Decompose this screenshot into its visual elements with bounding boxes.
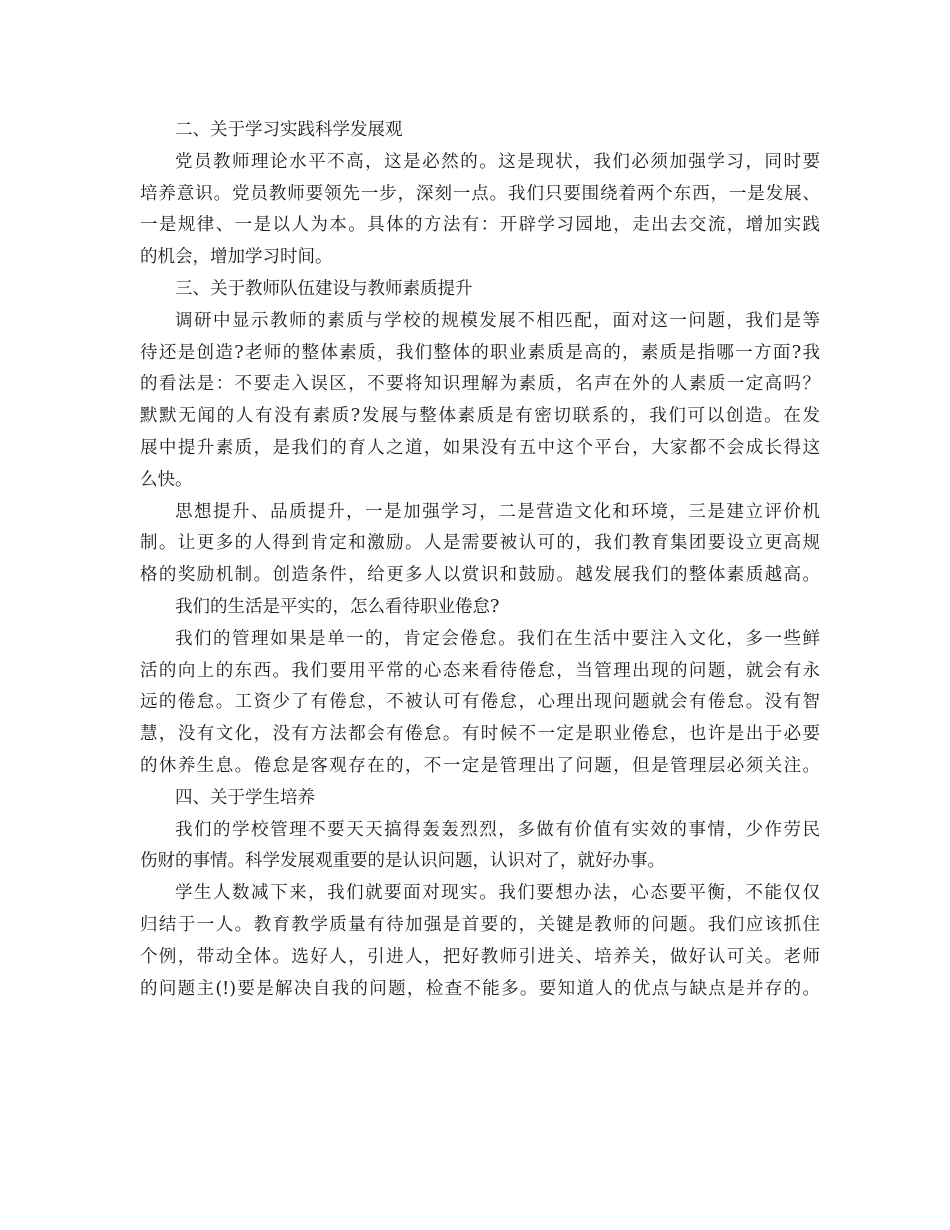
- text-line: 的机会，增加学习时间。: [140, 247, 333, 268]
- text-line: 一是规律、一是以人为本。具体的方法有：开辟学习园地，走出去交流，增加实践: [140, 215, 820, 236]
- text-line: 二、关于学习实践科学发展观: [175, 120, 403, 140]
- text-line: 四、关于学生培养: [175, 787, 315, 808]
- text-line: 格的奖励机制。创造条件，给更多人以赏识和鼓励。越发展我们的整体素质越高。: [140, 565, 820, 586]
- text-line: 么快。: [140, 469, 193, 490]
- text-line: 的休养生息。倦怠是客观存在的，不一定是管理出了问题，但是管理层必须关注。: [140, 755, 820, 776]
- text-line: 我们的管理如果是单一的，肯定会倦怠。我们在生活中要注入文化，多一些鲜: [175, 628, 820, 649]
- text-line: 思想提升、品质提升，一是加强学习，二是营造文化和环境，三是建立评价机: [175, 501, 820, 522]
- text-line: 归结于一人。教育教学质量有待加强是首要的，关键是教师的问题。我们应该抓住: [140, 914, 820, 935]
- text-line: 活的向上的东西。我们要用平常的心态来看待倦怠，当管理出现的问题，就会有永: [140, 660, 820, 681]
- text-line: 的问题主(!)要是解决自我的问题，检查不能多。要知道人的优点与缺点是并存的。: [140, 978, 820, 999]
- text-line: 我们的生活是平实的，怎么看待职业倦怠?: [175, 596, 500, 617]
- text-line: 培养意识。党员教师要领先一步，深刻一点。我们只要围绕着两个东西，一是发展、: [140, 183, 820, 204]
- text-line: 制。让更多的人得到肯定和激励。人是需要被认可的，我们教育集团要设立更高规: [140, 533, 820, 554]
- text-line: 慧，没有文化，没有方法都会有倦怠。有时候不一定是职业倦怠，也许是出于必要: [140, 724, 820, 745]
- text-line: 我们的学校管理不要天天搞得轰轰烈烈，多做有价值有实效的事情，少作劳民: [175, 819, 820, 840]
- text-line: 默默无闻的人有没有素质?发展与整体素质是有密切联系的，我们可以创造。在发: [140, 406, 820, 427]
- text-line: 党员教师理论水平不高，这是必然的。这是现状，我们必须加强学习，同时要: [175, 151, 820, 172]
- text-line: 待还是创造?老师的整体素质，我们整体的职业素质是高的，素质是指哪一方面?我: [140, 342, 820, 363]
- text-line: 调研中显示教师的素质与学校的规模发展不相匹配，面对这一问题，我们是等: [175, 310, 820, 331]
- text-line: 的看法是：不要走入误区，不要将知识理解为素质，名声在外的人素质一定高吗？: [140, 374, 820, 395]
- text-line: 三、关于教师队伍建设与教师素质提升: [175, 278, 473, 299]
- text-line: 伤财的事情。科学发展观重要的是认识问题，认识对了，就好办事。: [140, 851, 665, 872]
- text-line: 远的倦怠。工资少了有倦怠，不被认可有倦怠，心理出现问题就会有倦怠。没有智: [140, 692, 820, 713]
- text-line: 学生人数减下来，我们就要面对现实。我们要想办法，心态要平衡，不能仅仅: [175, 883, 820, 904]
- text-line: 个例，带动全体。选好人，引进人，把好教师引进关、培养关，做好认可关。老师: [140, 946, 820, 967]
- text-line: 展中提升素质，是我们的育人之道，如果没有五中这个平台，大家都不会成长得这: [140, 437, 820, 458]
- document-body: [140, 115, 820, 1005]
